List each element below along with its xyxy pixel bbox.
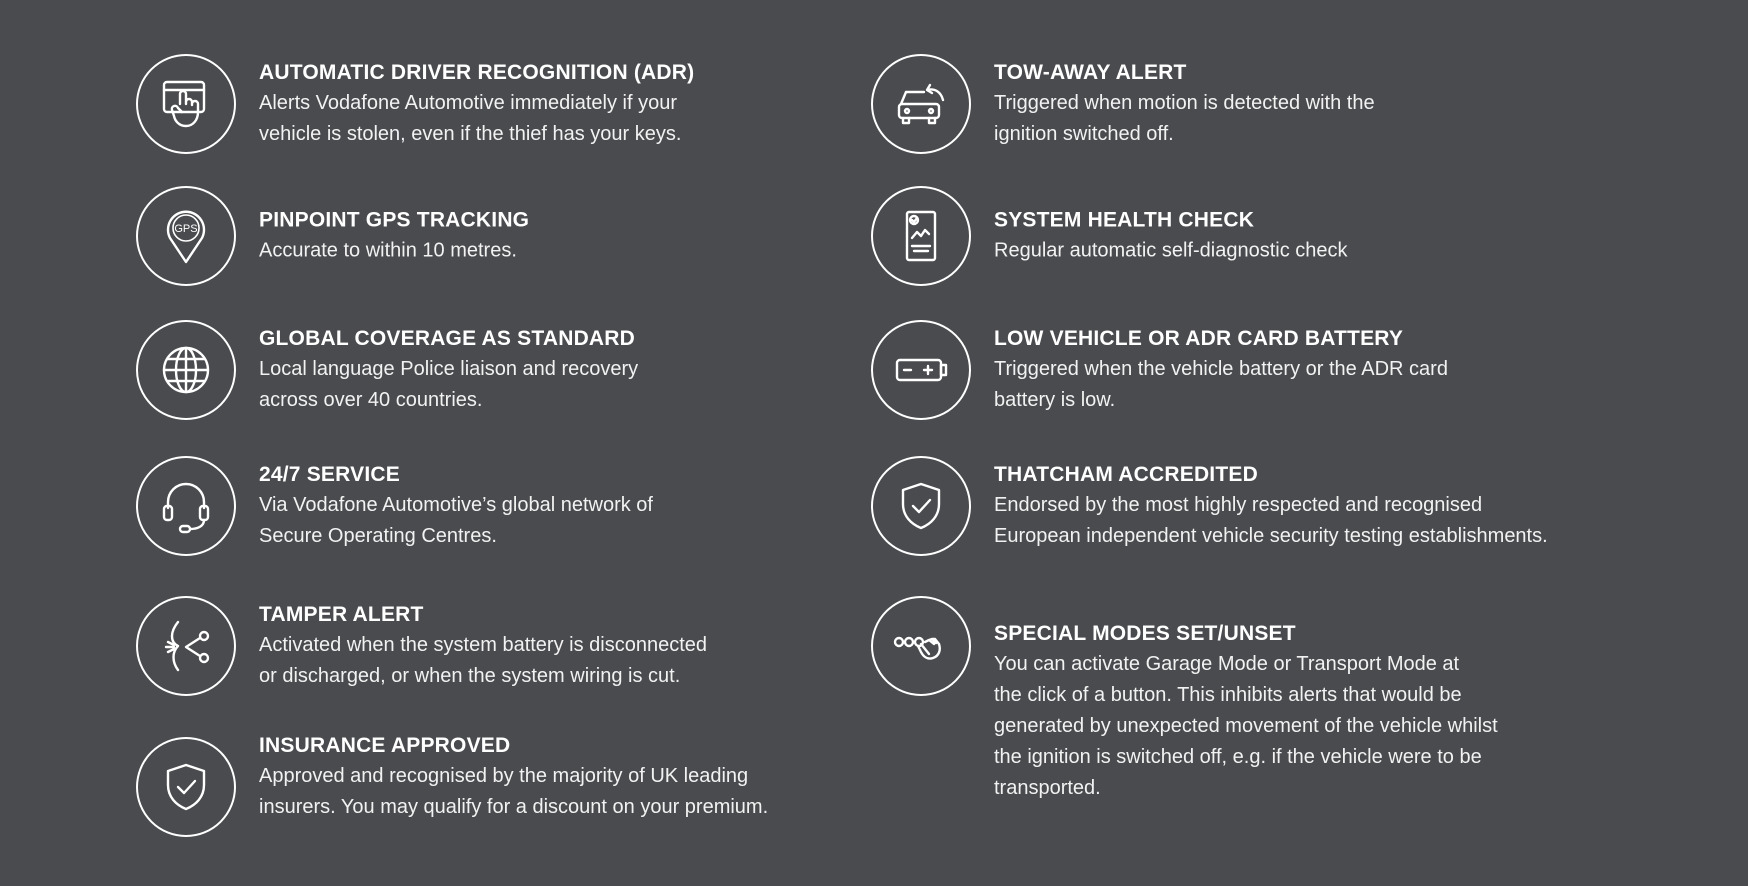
feature-thatcham bbox=[871, 456, 1651, 566]
feature-description: Alerts Vodafone Automotive immediately if your vehicle is stolen, even if the thief has your keys. bbox=[259, 92, 682, 145]
feature-title: THATCHAM ACCREDITED bbox=[994, 463, 1258, 486]
battery-icon bbox=[871, 320, 971, 420]
feature-description: You can activate Garage Mode or Transport Mode at the click of a button. This inhibits alerts that would be generated by unexpected movement of the vehicle whilst the ignition is switched off, e.g. if the vehicle were to be transported. bbox=[994, 653, 1498, 799]
feature-gps bbox=[136, 186, 916, 296]
card-touch-icon bbox=[136, 54, 236, 154]
feature-title: TAMPER ALERT bbox=[259, 603, 424, 626]
button-press-icon bbox=[871, 596, 971, 696]
headset-icon bbox=[136, 456, 236, 556]
feature-adr bbox=[136, 54, 916, 164]
shield-check-icon bbox=[871, 456, 971, 556]
feature-description: Triggered when motion is detected with the ignition switched off. bbox=[994, 92, 1375, 145]
tow-car-icon bbox=[871, 54, 971, 154]
feature-title: PINPOINT GPS TRACKING bbox=[259, 208, 530, 232]
feature-description: Triggered when the vehicle battery or the ADR card battery is low. bbox=[994, 358, 1448, 411]
gps-pin-icon bbox=[136, 186, 236, 286]
feature-global bbox=[136, 320, 916, 430]
feature-description: Accurate to within 10 metres. bbox=[259, 239, 517, 262]
feature-title: INSURANCE APPROVED bbox=[259, 734, 511, 757]
feature-health-check bbox=[871, 186, 1651, 296]
feature-low-battery bbox=[871, 320, 1651, 430]
feature-description: Endorsed by the most highly respected and recognised European independent vehicle security testing establishments. bbox=[994, 494, 1548, 547]
feature-tow-away bbox=[871, 54, 1651, 164]
feature-title: 24/7 SERVICE bbox=[259, 463, 400, 486]
feature-description: Local language Police liaison and recovery across over 40 countries. bbox=[259, 358, 639, 411]
feature-title: TOW-AWAY ALERT bbox=[994, 61, 1187, 84]
globe-icon bbox=[136, 320, 236, 420]
feature-title: AUTOMATIC DRIVER RECOGNITION (ADR) bbox=[259, 61, 695, 84]
feature-special-modes bbox=[871, 596, 1651, 799]
feature-description: Via Vodafone Automotive’s global network of Secure Operating Centres. bbox=[259, 494, 653, 547]
feature-description: Regular automatic self-diagnostic check bbox=[994, 239, 1348, 262]
svg-text:GPS: GPS bbox=[174, 223, 198, 235]
feature-service bbox=[136, 456, 916, 566]
shield-check-icon bbox=[136, 737, 236, 837]
feature-insurance bbox=[136, 734, 916, 847]
feature-description: Activated when the system battery is disconnected or discharged, or when the system wiring is cut. bbox=[259, 634, 708, 687]
health-report-icon bbox=[871, 186, 971, 286]
feature-title: LOW VEHICLE OR ADR CARD BATTERY bbox=[994, 327, 1404, 350]
feature-description: Approved and recognised by the majority of UK leading insurers. You may qualify for a discount on your premium. bbox=[259, 765, 769, 818]
cut-wire-icon bbox=[136, 596, 236, 696]
feature-title: SPECIAL MODES SET/UNSET bbox=[994, 622, 1296, 645]
feature-tamper bbox=[136, 596, 916, 706]
feature-title: GLOBAL COVERAGE AS STANDARD bbox=[259, 327, 636, 350]
feature-title: SYSTEM HEALTH CHECK bbox=[994, 208, 1255, 232]
